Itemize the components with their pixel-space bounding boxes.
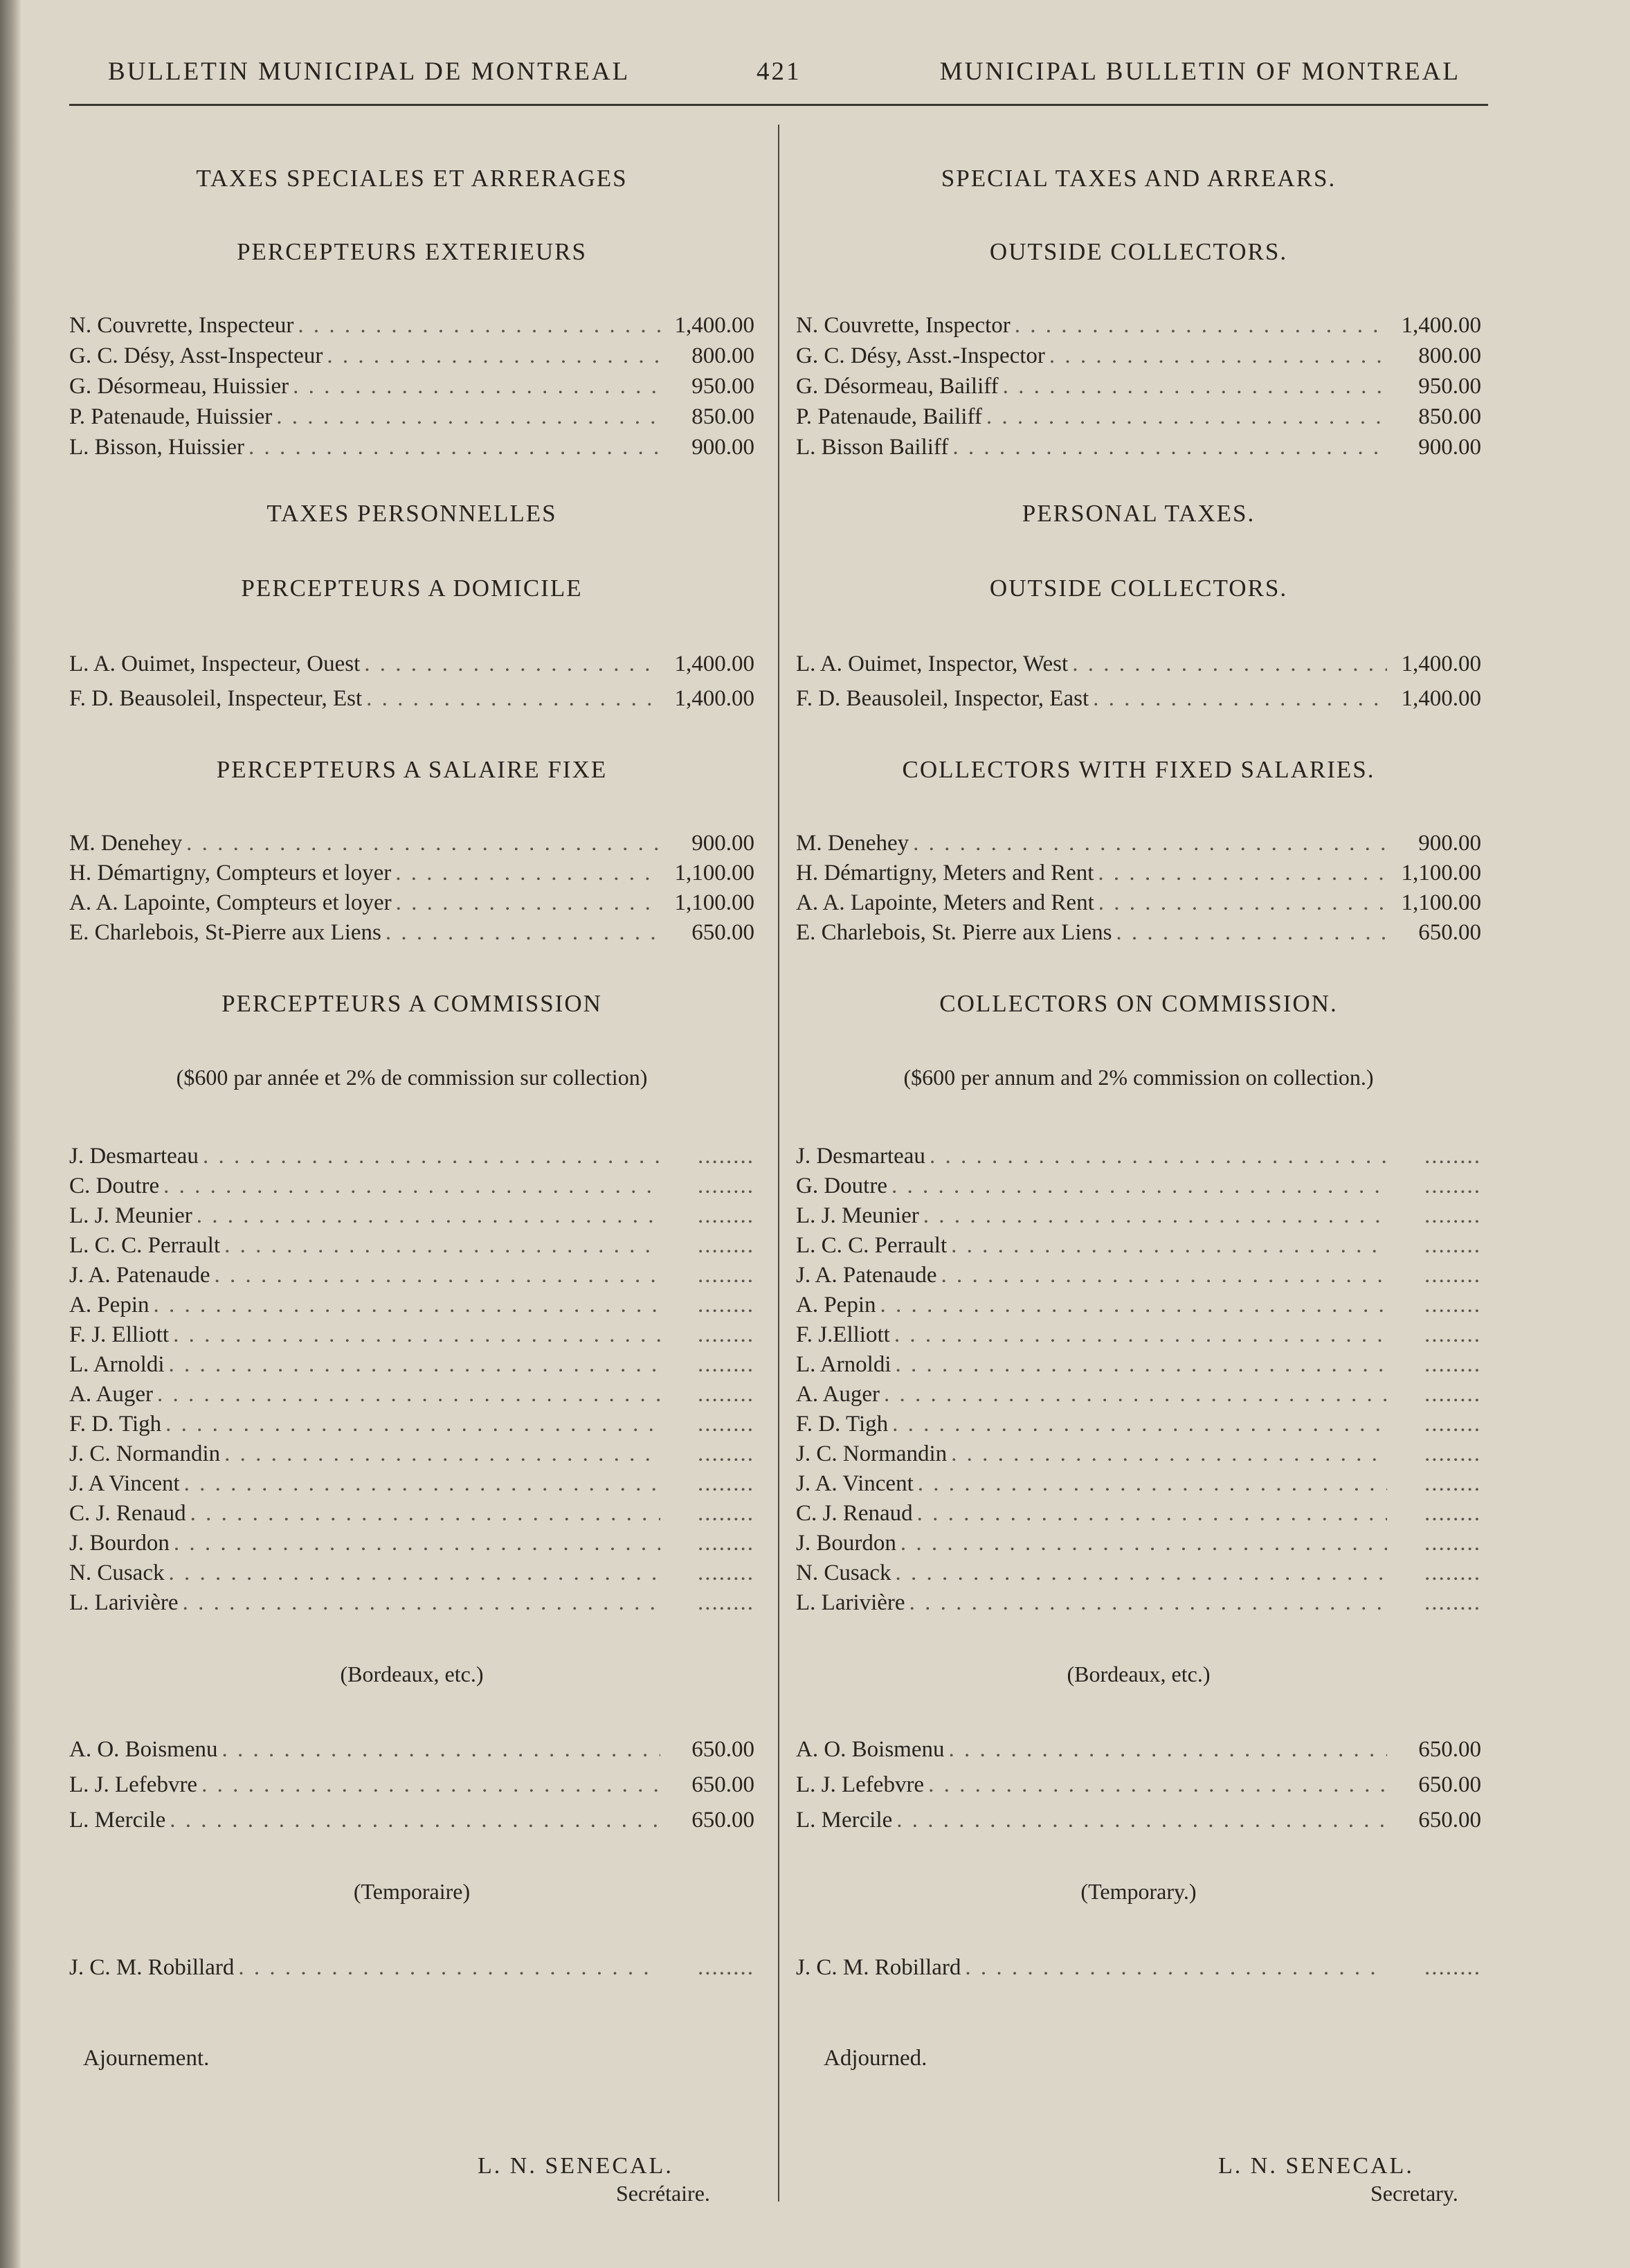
commission-row	[796, 1498, 1481, 1529]
dot-leader	[880, 1290, 1388, 1320]
commission-row	[796, 1379, 1481, 1410]
collector-row	[796, 828, 1481, 858]
dot-leader	[168, 1558, 660, 1588]
dot-leader	[174, 1528, 660, 1558]
blank-amount: ........	[1424, 1471, 1481, 1496]
dot-leader	[891, 1171, 1387, 1201]
blank-amount: ........	[1424, 1173, 1481, 1198]
blank-amount: ........	[1424, 1322, 1481, 1347]
dot-leader	[896, 1805, 1387, 1835]
dot-leader	[203, 1141, 660, 1171]
blank-amount: ........	[1424, 1412, 1481, 1437]
dot-leader	[913, 828, 1387, 858]
collector-name: L. J. Meunier	[69, 1203, 192, 1228]
collector-name: E. Charlebois, St-Pierre aux Liens	[69, 920, 381, 945]
section-heading: OUTSIDE COLLECTORS.	[989, 238, 1288, 265]
blank-amount: ........	[698, 1412, 754, 1437]
dot-leader	[154, 1290, 661, 1320]
blank-amount: ........	[1424, 1501, 1481, 1526]
temporary-row	[69, 1952, 754, 1983]
salary-amount: 900.00	[1418, 831, 1481, 856]
dot-leader	[170, 1805, 660, 1835]
blank-amount: ........	[698, 1203, 754, 1228]
french-column	[69, 0, 754, 2268]
blank-amount: ........	[698, 1263, 754, 1288]
collector-name: L. Larivière	[69, 1590, 179, 1615]
blank-amount: ........	[698, 1322, 754, 1347]
collector-name: A. Auger	[69, 1382, 153, 1407]
salary-amount: 1,400.00	[674, 651, 754, 676]
salary-amount: 1,400.00	[1401, 313, 1481, 338]
column-divider	[778, 125, 779, 2202]
blank-amount: ........	[698, 1233, 754, 1258]
salary-amount: 1,100.00	[674, 890, 754, 915]
salary-amount: 1,400.00	[1401, 651, 1481, 676]
collector-name: L. A. Ouimet, Inspecteur, Ouest	[69, 651, 361, 676]
collector-name: L. Bisson, Huissier	[69, 435, 245, 460]
salary-amount: 800.00	[1418, 343, 1481, 368]
salary-amount: 1,400.00	[674, 686, 754, 711]
blank-amount: ........	[698, 1293, 754, 1317]
commission-row	[796, 1439, 1481, 1469]
commission-row	[69, 1290, 754, 1320]
commission-row	[69, 1468, 754, 1499]
commission-row	[69, 1260, 754, 1290]
salary-amount: 950.00	[1418, 374, 1481, 399]
collector-name: J. Desmarteau	[796, 1144, 925, 1169]
section-heading: COLLECTORS WITH FIXED SALARIES.	[902, 756, 1375, 783]
section-heading: COLLECTORS ON COMMISSION.	[939, 990, 1338, 1017]
commission-note: ($600 par année et 2% de commission sur collection)	[176, 1065, 648, 1090]
commission-row	[796, 1468, 1481, 1499]
collector-row	[69, 888, 754, 918]
commission-row	[69, 1379, 754, 1410]
commission-row	[69, 1320, 754, 1350]
signature-title: Secrétaire.	[616, 2181, 710, 2206]
dot-leader	[293, 371, 660, 402]
collector-row	[69, 828, 754, 858]
collector-row	[69, 649, 754, 679]
collector-name: J. C. Normandin	[796, 1441, 948, 1466]
collector-row	[796, 371, 1481, 402]
collector-name: H. Démartigny, Meters and Rent	[796, 861, 1094, 885]
salary-amount: 650.00	[1418, 1737, 1481, 1762]
commission-row	[69, 1439, 754, 1469]
collector-row	[69, 371, 754, 402]
blank-amount: ........	[698, 1501, 754, 1526]
commission-row	[69, 1587, 754, 1618]
dot-leader	[173, 1320, 660, 1350]
blank-amount: ........	[698, 1590, 754, 1615]
collector-row	[796, 310, 1481, 341]
signature-name: L. N. SENECAL.	[478, 2153, 673, 2179]
header-title-french: BULLETIN MUNICIPAL DE MONTREAL	[108, 57, 631, 86]
commission-row	[69, 1200, 754, 1231]
signature-title: Secretary.	[1370, 2181, 1458, 2206]
collector-name: E. Charlebois, St. Pierre aux Liens	[796, 920, 1112, 945]
blank-amount: ........	[1424, 1531, 1481, 1556]
dot-leader	[951, 1230, 1387, 1261]
commission-row	[69, 1498, 754, 1529]
collector-name: A. Pepin	[69, 1293, 150, 1317]
blank-amount: ........	[698, 1531, 754, 1556]
collector-row	[69, 341, 754, 371]
collector-row	[69, 1734, 754, 1765]
collector-row	[69, 1770, 754, 1800]
collector-name: J. A. Patenaude	[69, 1263, 210, 1288]
blank-amount: ........	[698, 1441, 754, 1466]
dot-leader	[248, 432, 660, 462]
dot-leader	[197, 1200, 660, 1231]
dot-leader	[923, 1200, 1387, 1231]
commission-row	[796, 1200, 1481, 1231]
collector-row	[69, 1805, 754, 1835]
collector-row	[796, 432, 1481, 462]
section-title: TAXES PERSONNELLES	[266, 500, 557, 527]
commission-row	[796, 1528, 1481, 1558]
dot-leader	[951, 1439, 1387, 1469]
commission-row	[796, 1558, 1481, 1588]
commission-row	[796, 1320, 1481, 1350]
dot-leader	[163, 1171, 660, 1201]
dot-leader	[222, 1734, 661, 1765]
dot-leader	[884, 1379, 1387, 1410]
page-binding-edge	[0, 0, 21, 2268]
collector-name: L. C. C. Perrault	[796, 1233, 948, 1258]
salary-amount: 1,400.00	[674, 313, 754, 338]
dot-leader	[184, 1468, 660, 1499]
commission-row	[796, 1260, 1481, 1290]
header-title-english: MUNICIPAL BULLETIN OF MONTREAL	[939, 57, 1460, 86]
collector-name: N. Couvrette, Inspecteur	[69, 313, 294, 338]
dot-leader	[965, 1952, 1387, 1983]
commission-row	[69, 1141, 754, 1171]
collector-row	[796, 649, 1481, 679]
collector-name: J. A Vincent	[69, 1471, 180, 1496]
blank-amount: ........	[1424, 1352, 1481, 1377]
salary-amount: 900.00	[691, 435, 754, 460]
section-heading: PERCEPTEURS A SALAIRE FIXE	[216, 756, 608, 783]
collector-name: F. J.Elliott	[796, 1322, 890, 1347]
collector-name: A. O. Boismenu	[796, 1737, 945, 1762]
collector-name: G. Désormeau, Bailiff	[796, 374, 999, 399]
dot-leader	[276, 402, 660, 432]
collector-name: N. Couvrette, Inspector	[796, 313, 1011, 338]
collector-row	[69, 683, 754, 714]
closing-text: Adjourned.	[824, 2046, 927, 2071]
collector-row	[796, 683, 1481, 714]
collector-name: L. Arnoldi	[796, 1352, 891, 1377]
collector-row	[69, 917, 754, 948]
commission-row	[69, 1349, 754, 1380]
collector-name: J. C. M. Robillard	[796, 1955, 961, 1980]
dot-leader	[298, 310, 660, 341]
collector-name: J. C. Normandin	[69, 1441, 221, 1466]
salary-amount: 650.00	[691, 1808, 754, 1833]
salary-amount: 650.00	[1418, 1772, 1481, 1797]
dot-leader	[224, 1230, 660, 1261]
subsection-note: (Bordeaux, etc.)	[340, 1662, 484, 1686]
dot-leader	[892, 1409, 1387, 1439]
blank-amount: ........	[698, 1382, 754, 1407]
blank-amount: ........	[1424, 1441, 1481, 1466]
collector-name: C. J. Renaud	[69, 1501, 186, 1526]
salary-amount: 650.00	[1418, 920, 1481, 945]
blank-amount: ........	[698, 1352, 754, 1377]
collector-name: F. J. Elliott	[69, 1322, 170, 1347]
salary-amount: 850.00	[1418, 404, 1481, 429]
collector-name: J. A. Patenaude	[796, 1263, 937, 1288]
collector-name: P. Patenaude, Bailiff	[796, 404, 982, 429]
collector-row	[796, 917, 1481, 948]
blank-amount: ........	[1424, 1293, 1481, 1317]
dot-leader	[1003, 371, 1387, 402]
dot-leader	[1098, 858, 1387, 888]
dot-leader	[386, 917, 660, 948]
collector-name: N. Cusack	[69, 1560, 165, 1585]
commission-row	[69, 1409, 754, 1439]
dot-leader	[327, 341, 660, 371]
salary-amount: 900.00	[1418, 435, 1481, 460]
collector-row	[796, 888, 1481, 918]
blank-amount: ........	[698, 1955, 754, 1980]
salary-amount: 650.00	[691, 920, 754, 945]
salary-amount: 650.00	[691, 1772, 754, 1797]
dot-leader	[190, 1498, 660, 1529]
commission-row	[69, 1171, 754, 1201]
collector-name: F. D. Tigh	[796, 1412, 889, 1437]
blank-amount: ........	[698, 1560, 754, 1585]
collector-name: J. Bourdon	[69, 1531, 170, 1556]
collector-row	[796, 858, 1481, 888]
salary-amount: 650.00	[691, 1737, 754, 1762]
collector-name: M. Denehey	[69, 831, 183, 856]
blank-amount: ........	[1424, 1144, 1481, 1169]
section-heading: OUTSIDE COLLECTORS.	[989, 575, 1288, 602]
collector-row	[69, 858, 754, 888]
dot-leader	[395, 858, 660, 888]
dot-leader	[909, 1587, 1387, 1618]
collector-row	[796, 341, 1481, 371]
collector-name: J. Bourdon	[796, 1531, 896, 1556]
blank-amount: ........	[1424, 1560, 1481, 1585]
collector-name: A. O. Boismenu	[69, 1737, 218, 1762]
collector-row	[796, 1805, 1481, 1835]
dot-leader	[214, 1260, 660, 1290]
commission-row	[796, 1409, 1481, 1439]
commission-row	[796, 1171, 1481, 1201]
salary-amount: 950.00	[691, 374, 754, 399]
dot-leader	[183, 1587, 660, 1618]
dot-leader	[952, 432, 1387, 462]
salary-amount: 850.00	[691, 404, 754, 429]
dot-leader	[1072, 649, 1387, 679]
collector-name: C. J. Renaud	[796, 1501, 913, 1526]
dot-leader	[1015, 310, 1387, 341]
blank-amount: ........	[698, 1471, 754, 1496]
blank-amount: ........	[1424, 1590, 1481, 1615]
temporary-row	[796, 1952, 1481, 1983]
collector-name: L. J. Meunier	[796, 1203, 919, 1228]
collector-row	[69, 432, 754, 462]
section-title: TAXES SPECIALES ET ARRERAGES	[196, 165, 628, 192]
dot-leader	[895, 1558, 1387, 1588]
collector-name: F. D. Beausoleil, Inspector, East	[796, 686, 1089, 711]
dot-leader	[918, 1468, 1387, 1499]
collector-name: A. A. Lapointe, Compteurs et loyer	[69, 890, 392, 915]
collector-name: L. Mercile	[796, 1808, 893, 1833]
collector-name: J. C. M. Robillard	[69, 1955, 235, 1980]
blank-amount: ........	[1424, 1233, 1481, 1258]
dot-leader	[1093, 683, 1387, 714]
collector-name: F. D. Beausoleil, Inspecteur, Est	[69, 686, 363, 711]
collector-row	[796, 1734, 1481, 1765]
dot-leader	[396, 888, 660, 918]
dot-leader	[201, 1770, 660, 1800]
salary-amount: 650.00	[1418, 1808, 1481, 1833]
dot-leader	[157, 1379, 660, 1410]
collector-name: P. Patenaude, Huissier	[69, 404, 273, 429]
collector-name: C. Doutre	[69, 1173, 160, 1198]
collector-name: L. J. Lefebvre	[69, 1772, 198, 1797]
dot-leader	[917, 1498, 1387, 1529]
collector-name: L. C. C. Perrault	[69, 1233, 221, 1258]
collector-name: J. Desmarteau	[69, 1144, 199, 1169]
salary-amount: 1,100.00	[1401, 861, 1481, 885]
collector-name: F. D. Tigh	[69, 1412, 162, 1437]
signature-name: L. N. SENECAL.	[1218, 2153, 1414, 2179]
dot-leader	[364, 649, 660, 679]
collector-row	[69, 310, 754, 341]
commission-row	[69, 1558, 754, 1588]
collector-name: G. Désormeau, Huissier	[69, 374, 289, 399]
blank-amount: ........	[1424, 1382, 1481, 1407]
salary-amount: 800.00	[691, 343, 754, 368]
commission-row	[796, 1349, 1481, 1380]
english-column	[796, 0, 1481, 2268]
dot-leader	[900, 1528, 1387, 1558]
collector-name: N. Cusack	[796, 1560, 891, 1585]
commission-row	[796, 1587, 1481, 1618]
blank-amount: ........	[698, 1173, 754, 1198]
section-heading: PERCEPTEURS A COMMISSION	[221, 990, 602, 1017]
subsection-note: (Bordeaux, etc.)	[1067, 1662, 1211, 1686]
blank-amount: ........	[1424, 1203, 1481, 1228]
collector-name: G. C. Désy, Asst-Inspecteur	[69, 343, 323, 368]
salary-amount: 1,100.00	[674, 861, 754, 885]
commission-row	[796, 1290, 1481, 1320]
section-title: PERSONAL TAXES.	[1022, 500, 1256, 527]
collector-name: J. A. Vincent	[796, 1471, 914, 1496]
dot-leader	[165, 1409, 660, 1439]
collector-name: L. Bisson Bailiff	[796, 435, 949, 460]
collector-name: A. Pepin	[796, 1293, 876, 1317]
collector-row	[69, 402, 754, 432]
closing-text: Ajournement.	[83, 2046, 210, 2071]
commission-row	[69, 1230, 754, 1261]
dot-leader	[986, 402, 1387, 432]
dot-leader	[186, 828, 660, 858]
collector-name: H. Démartigny, Compteurs et loyer	[69, 861, 392, 885]
blank-amount: ........	[1424, 1263, 1481, 1288]
dot-leader	[941, 1260, 1387, 1290]
collector-name: M. Denehey	[796, 831, 909, 856]
dot-leader	[1116, 917, 1387, 948]
collector-row	[796, 1770, 1481, 1800]
dot-leader	[930, 1141, 1387, 1171]
collector-name: G. Doutre	[796, 1173, 887, 1198]
dot-leader	[238, 1952, 660, 1983]
dot-leader	[949, 1734, 1388, 1765]
collector-row	[796, 402, 1481, 432]
section-heading: PERCEPTEURS A DOMICILE	[241, 575, 583, 602]
blank-amount: ........	[698, 1144, 754, 1169]
blank-amount: ........	[1424, 1955, 1481, 1980]
section-heading: PERCEPTEURS EXTERIEURS	[237, 238, 587, 265]
subsection-note: (Temporaire)	[353, 1879, 471, 1904]
commission-row	[796, 1141, 1481, 1171]
dot-leader	[896, 1349, 1388, 1380]
collector-name: L. Larivière	[796, 1590, 905, 1615]
collector-name: G. C. Désy, Asst.-Inspector	[796, 343, 1045, 368]
collector-name: L. A. Ouimet, Inspector, West	[796, 651, 1069, 676]
collector-name: A. A. Lapointe, Meters and Rent	[796, 890, 1094, 915]
dot-leader	[1098, 888, 1387, 918]
subsection-note: (Temporary.)	[1080, 1879, 1197, 1904]
dot-leader	[894, 1320, 1387, 1350]
salary-amount: 1,100.00	[1401, 890, 1481, 915]
commission-row	[796, 1230, 1481, 1261]
section-title: SPECIAL TAXES AND ARREARS.	[941, 165, 1337, 192]
collector-name: L. Arnoldi	[69, 1352, 165, 1377]
dot-leader	[169, 1349, 661, 1380]
page-number: 421	[757, 57, 802, 86]
salary-amount: 900.00	[691, 831, 754, 856]
collector-name: L. Mercile	[69, 1808, 166, 1833]
commission-note: ($600 per annum and 2% commission on collection.)	[903, 1065, 1374, 1090]
commission-row	[69, 1528, 754, 1558]
salary-amount: 1,400.00	[1401, 686, 1481, 711]
collector-name: L. J. Lefebvre	[796, 1772, 925, 1797]
dot-leader	[366, 683, 660, 714]
dot-leader	[928, 1770, 1387, 1800]
collector-name: A. Auger	[796, 1382, 880, 1407]
dot-leader	[224, 1439, 660, 1469]
dot-leader	[1049, 341, 1387, 371]
